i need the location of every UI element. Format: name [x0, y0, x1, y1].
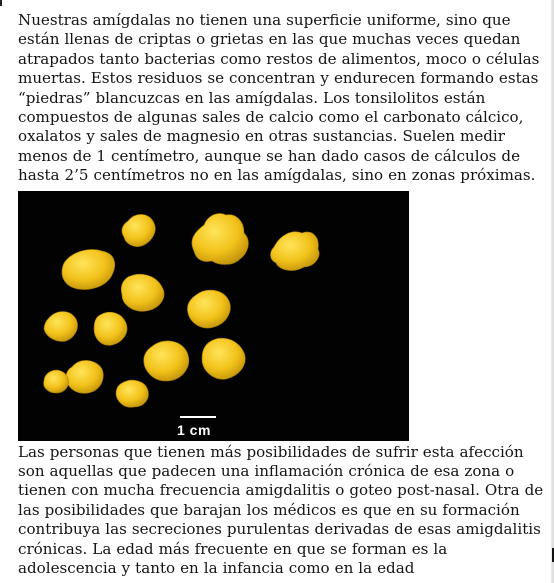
article-paragraph-2: Las personas que tienen más posibilidades de sufrir esta afección son aquellas que padecen una inflamación crónica de esa zona o tienen con mucha frecuencia amigdalitis o goteo post-nasal. Otra de las posibilidades que barajan los médicos es que en su formación contribuya las secreciones purulentas derivadas de esas amigdalitis crónicas. La edad más frecuente en que se forman es la adolescencia y tanto en la infancia como en la edad	[18, 442, 544, 578]
tonsil-stone	[44, 370, 69, 393]
corner-mark	[0, 0, 2, 6]
article-body	[18, 11, 550, 579]
tonsil-stones-photo	[18, 191, 409, 441]
tonsil-stone	[116, 380, 148, 407]
scale-label: 1 cm	[177, 421, 211, 438]
article-paragraph-1: Nuestras amígdalas no tienen una superficie uniforme, sino que están llenas de criptas o grietas en las que muchas veces quedan atrapados tanto bacterias como restos de alimentos, moco o células muertas. Estos residuos se concentran y endurecen formando estas “piedras” blancuzcas en las amígdalas. Los tonsilolitos están compuestos de algunas sales de calcio como el carbonato cálcico, oxalatos y sales de magnesio en otras sustancias. Suelen medir menos de 1 centímetro, aunque se han dado casos de cálculos de hasta 2’5 centímetros no en las amígdalas, sino en zonas próximas.	[18, 11, 540, 185]
tonsil-stones-illustration	[18, 191, 409, 441]
